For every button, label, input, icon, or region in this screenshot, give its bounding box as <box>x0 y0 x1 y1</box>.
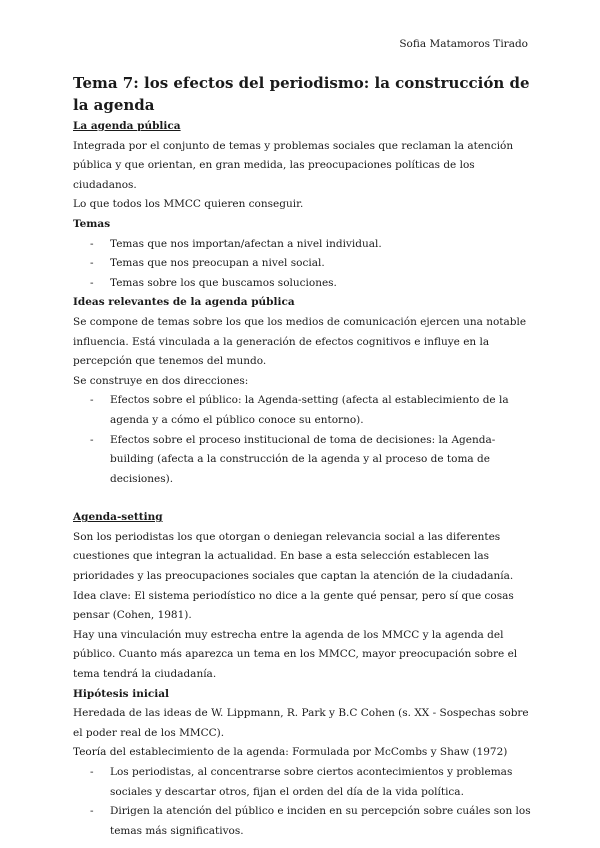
dash-bullet: - <box>90 237 94 250</box>
paragraph: Se construye en dos direcciones: <box>73 374 249 387</box>
list-item: - Temas que nos importan/afectan a nivel individual. <box>73 235 533 255</box>
subheading-ideas: Ideas relevantes de la agenda pública <box>73 296 295 309</box>
section-heading-agenda-setting: Agenda-setting <box>73 511 163 524</box>
list-item: - Temas que nos preocupan a nivel social. <box>73 254 533 274</box>
list-item: - Efectos sobre el público: la Agenda-setting (afecta al establecimiento de la agenda y a cómo el público conoce su entorno). <box>73 391 533 430</box>
subheading-hipotesis: Hipótesis inicial <box>73 687 170 700</box>
paragraph: Idea clave: El sistema periodístico no dice a la gente qué pensar, pero sí que cosas pensar (Cohen, 1981). <box>73 589 514 622</box>
subheading-temas: Temas <box>73 217 111 230</box>
direcciones-list <box>73 391 533 489</box>
dash-bullet: - <box>90 394 94 407</box>
page-title: Tema 7: los efectos del periodismo: la construcción de la agenda <box>73 74 530 114</box>
paragraph: Hay una vinculación muy estrecha entre la agenda de los MMCC y la agenda del público. Cuanto más aparezca un tema en los MMCC, mayor preocupación sobre el tema tendrá la ciudadanía. <box>73 628 518 681</box>
section-heading-agenda-publica: La agenda pública <box>73 120 181 132</box>
dash-bullet: - <box>90 805 94 818</box>
paragraph: Heredada de las ideas de W. Lippmann, R. Park y B.C Cohen (s. XX - Sospechas sobre el poder real de los MMCC). <box>73 707 529 739</box>
paragraph: Son los periodistas los que otorgan o deniegan relevancia social a las diferentes cuestiones que integran la actualidad. En base a esta selección establecen las prioridades y las preocupaciones sociales que captan la atención de la ciudadanía. <box>73 530 514 583</box>
dash-bullet: - <box>90 433 94 446</box>
dash-bullet: - <box>90 766 94 778</box>
dash-bullet: - <box>90 257 94 270</box>
list-item: - Efectos sobre el proceso institucional de toma de decisiones: la Agenda-building (afecta a la construcción de la agenda y al proceso de toma de decisiones). <box>73 431 533 490</box>
list-item: - Dirigen la atención del público e inciden en su percepción sobre cuáles son los temas más significativos. <box>73 802 533 841</box>
paragraph: Integrada por el conjunto de temas y problemas sociales que reclaman la atención pública y que orientan, en gran medida, las preocupaciones políticas de los ciudadanos. <box>73 139 514 191</box>
document-body <box>73 72 533 841</box>
temas-list <box>73 235 533 294</box>
hipotesis-list <box>73 763 533 841</box>
list-item: - Los periodistas, al concentrarse sobre ciertos acontecimientos y problemas sociales y descartar otros, fijan el orden del día de la vida política. <box>73 763 533 802</box>
paragraph: Se compone de temas sobre los que los medios de comunicación ejercen una notable influencia. Está vinculada a la generación de efectos cognitivos e influye en la percepción que tenemos del mundo. <box>73 315 527 368</box>
paragraph: Lo que todos los MMCC quieren conseguir. <box>73 198 304 211</box>
dash-bullet: - <box>90 276 94 289</box>
paragraph: Teoría del establecimiento de la agenda: Formulada por McCombs y Shaw (1972) <box>73 746 508 759</box>
spacer <box>73 489 533 508</box>
author-name: Sofia Matamoros Tirado <box>399 38 528 50</box>
list-item: - Temas sobre los que buscamos soluciones. <box>73 274 533 294</box>
